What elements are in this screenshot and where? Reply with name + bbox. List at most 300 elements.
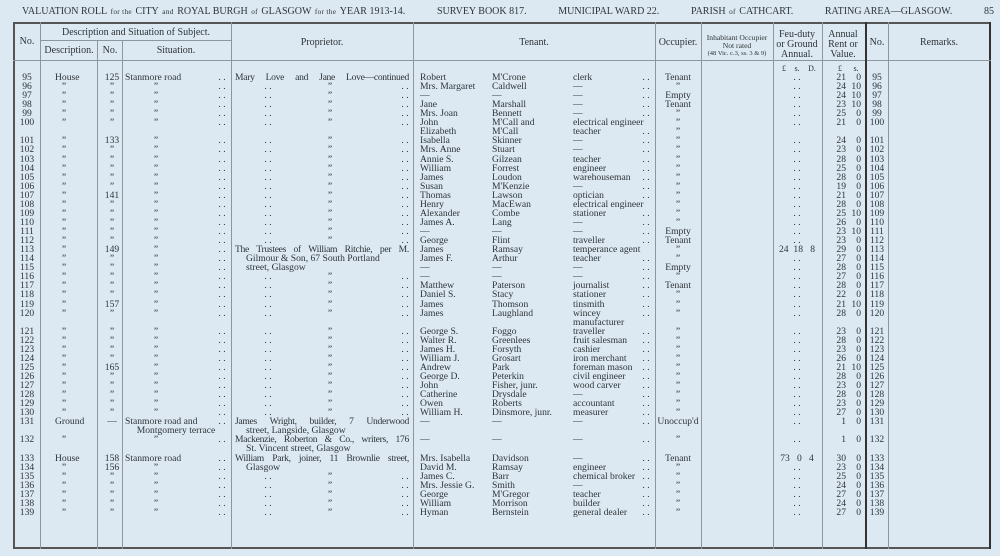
situation-ditto: ” — [153, 171, 159, 183]
proprietor-ditto: ” — [327, 280, 333, 292]
proprietor-dots: . . — [264, 307, 272, 319]
row-number: 108 — [19, 198, 35, 210]
rent-shillings: 0 — [856, 343, 861, 355]
tenant-surname: Dinsmore, junr. — [492, 407, 552, 419]
rent-pounds: 28 — [836, 307, 846, 319]
house-number-cell: ” — [109, 117, 115, 129]
description-cell: ” — [61, 108, 67, 120]
tenant-first-name: James H. — [420, 343, 456, 355]
row-number: 128 — [19, 389, 35, 401]
row-number: 138 — [19, 497, 35, 509]
description-cell: ” — [61, 235, 67, 247]
tenant-first-name: Susan — [420, 180, 443, 192]
tenant-surname: Foggo — [492, 325, 517, 337]
proprietor-ditto: ” — [327, 334, 333, 346]
tenant-surname: Roberts — [492, 398, 522, 410]
proprietor-ditto: ” — [327, 108, 333, 120]
row-number: 98 — [22, 99, 32, 111]
tenant-surname: Bernstein — [492, 506, 529, 518]
house-number-cell: ” — [109, 506, 115, 518]
tenant-occupation: builder — [573, 497, 601, 509]
feu-duty-cell: . . — [793, 416, 801, 428]
tenant-occupation: temperance agent — [573, 244, 641, 256]
row-number-right: 108 — [869, 198, 885, 210]
description-cell: ” — [61, 370, 67, 382]
proprietor-dots: . . — [264, 144, 272, 156]
situation-ditto: ” — [153, 144, 159, 156]
situation-dots: . . — [218, 144, 226, 156]
occupier-cell: ” — [675, 434, 681, 446]
feu-duty-cell: . . — [793, 72, 801, 83]
tenant-surname: — — [492, 271, 502, 283]
situation-ditto: ” — [153, 262, 159, 274]
rent-shillings: 0 — [856, 198, 861, 210]
row-number: 117 — [19, 280, 35, 292]
rent-shillings: 0 — [856, 72, 861, 83]
title-segment: for the — [314, 7, 337, 16]
row-number-right: 127 — [869, 380, 885, 392]
proprietor-dots: . . — [264, 352, 272, 364]
situation-ditto: ” — [153, 198, 159, 210]
occupier-cell: ” — [675, 207, 681, 219]
tenant-surname: Loudon — [492, 171, 522, 183]
title-segment: of — [251, 7, 258, 16]
feu-duty-cell: . . — [793, 479, 801, 491]
rent-shillings: 0 — [856, 470, 861, 482]
rent-pounds: 24 — [836, 81, 846, 93]
tenant-first-name: Annie S. — [420, 153, 454, 165]
house-number-cell: ” — [109, 370, 115, 382]
feu-duty-cell: . . — [793, 389, 801, 401]
rent-shillings: 0 — [856, 216, 861, 228]
occupier-cell: ” — [675, 198, 681, 210]
tenant-first-name: James — [420, 244, 444, 256]
proprietor-ditto: ” — [327, 216, 333, 228]
proprietor-ditto: ” — [327, 370, 333, 382]
proprietor-dots: . . — [401, 226, 409, 238]
house-number-cell: 133 — [104, 135, 120, 147]
rent-shillings: 0 — [856, 235, 861, 247]
proprietor-dots: . . — [264, 235, 272, 247]
tenant-dots: . . — [642, 334, 650, 346]
parish-label: PARISH — [690, 6, 726, 17]
row-number-right: 139 — [869, 506, 885, 518]
situation-dots: . . — [218, 280, 226, 292]
situation-dots: . . — [218, 153, 226, 165]
row-number-right: 98 — [872, 99, 882, 111]
tenant-first-name: James F. — [420, 253, 453, 265]
tenant-dots: . . — [642, 271, 650, 283]
situation-ditto: ” — [153, 370, 159, 382]
rent-unit-pounds: £ — [838, 64, 842, 73]
tenant-first-name: Matthew — [420, 280, 455, 292]
rent-pounds: 24 — [836, 479, 846, 491]
col-inhabitant-2: Not rated — [722, 41, 752, 50]
house-number-cell: ” — [109, 470, 115, 482]
tenant-first-name: James — [420, 307, 444, 319]
situation-ditto: ” — [153, 343, 159, 355]
occupier-cell: ” — [675, 244, 681, 256]
situation-ditto: ” — [153, 461, 159, 473]
occupier-cell: Tenant — [665, 235, 691, 247]
row-number-right: 133 — [869, 452, 885, 464]
rent-shillings: 0 — [856, 370, 861, 382]
row-number-right: 107 — [869, 189, 885, 201]
tenant-surname: MacEwan — [492, 198, 531, 210]
row-number-right: 120 — [869, 307, 885, 319]
rent-pounds: 28 — [836, 171, 846, 183]
tenant-dots: . . — [642, 144, 650, 156]
proprietor-ditto: ” — [327, 352, 333, 364]
tenant-first-name: Alexander — [420, 207, 460, 219]
situation-dots: . . — [218, 207, 226, 219]
title-segment: for the — [110, 7, 132, 16]
rent-shillings: 0 — [856, 135, 861, 147]
tenant-first-name: Elizabeth — [420, 126, 457, 138]
situation-ditto: ” — [153, 99, 159, 111]
rent-shillings: 0 — [856, 244, 861, 256]
occupier-cell: ” — [675, 253, 681, 265]
proprietor-cell: Mary Love and Jane Love—continued — [235, 73, 409, 82]
rent-shillings: 0 — [856, 434, 861, 446]
occupier-cell: ” — [675, 144, 681, 156]
situation-dots: . . — [218, 334, 226, 346]
proprietor-dots: . . — [264, 325, 272, 337]
row-number: 118 — [19, 289, 35, 301]
description-cell: ” — [61, 389, 67, 401]
proprietor-dots: . . — [264, 298, 272, 310]
situation-ditto: ” — [153, 253, 159, 265]
proprietor-dots: . . — [264, 370, 272, 382]
tenant-occupation: cashier — [573, 343, 601, 355]
occupier-cell: ” — [675, 180, 681, 192]
house-number-cell: ” — [109, 407, 115, 419]
tenant-occupation: — — [573, 108, 583, 120]
proprietor-ditto: ” — [327, 235, 333, 247]
situation-dots: . . — [218, 380, 226, 392]
description-cell: ” — [61, 262, 67, 274]
proprietor-dots: . . — [264, 407, 272, 419]
col-tenant: Tenant. — [519, 37, 549, 48]
row-number: 95 — [22, 72, 32, 83]
rent-pounds: 21 — [836, 189, 846, 201]
tenant-occupation: — — [573, 216, 583, 228]
tenant-first-name: — — [420, 90, 430, 102]
proprietor-dots: . . — [401, 298, 409, 310]
proprietor-dots: . . — [401, 135, 409, 147]
proprietor-ditto: ” — [327, 298, 333, 310]
house-number-cell: 157 — [104, 298, 120, 310]
row-number-right: 99 — [872, 108, 882, 120]
tenant-first-name: James C. — [420, 470, 455, 482]
description-cell: ” — [61, 135, 67, 147]
tenant-occupation: — — [573, 434, 583, 446]
tenant-occupation: manufacturer — [573, 316, 625, 328]
proprietor-cell: William Park, joiner, 11 Brownlie street, — [235, 453, 409, 463]
tenant-first-name: David M. — [420, 461, 457, 473]
proprietor-dots: . . — [264, 207, 272, 219]
proprietor-ditto: ” — [327, 307, 333, 319]
situation-dots: . . — [218, 370, 226, 382]
row-number: 114 — [19, 253, 35, 265]
proprietor-dots: . . — [264, 343, 272, 355]
tenant-dots: . . — [642, 189, 650, 201]
rent-pounds: 29 — [836, 244, 846, 256]
row-number-right: 132 — [869, 434, 885, 446]
feu-duty-cell: . . — [793, 226, 801, 238]
tenant-dots: . . — [642, 90, 650, 102]
col-inhabitant-3: (48 Vic. c.3, ss. 3 & 9) — [707, 50, 767, 57]
proprietor-ditto: ” — [327, 135, 333, 147]
rent-shillings: 0 — [856, 171, 861, 183]
tenant-surname: Bennett — [492, 108, 522, 120]
row-number-right: 106 — [869, 180, 885, 192]
tenant-occupation: accountant — [573, 398, 615, 410]
tenant-first-name: Thomas — [420, 189, 451, 201]
tenant-dots: . . — [642, 398, 650, 410]
rent-shillings: 0 — [856, 479, 861, 491]
proprietor-ditto: ” — [327, 470, 333, 482]
house-number-cell: ” — [109, 307, 115, 319]
proprietor-dots: . . — [264, 389, 272, 401]
rent-shillings: 0 — [856, 162, 861, 174]
tenant-occupation: civil engineer — [573, 370, 626, 382]
tenant-first-name: Walter R. — [420, 334, 457, 346]
occupier-cell: ” — [675, 461, 681, 473]
tenant-surname: — — [492, 434, 502, 446]
situation-dots: . . — [218, 506, 226, 518]
occupier-cell: ” — [675, 361, 681, 373]
tenant-first-name: James — [420, 171, 444, 183]
situation-dots: . . — [218, 235, 226, 247]
feu-duty-cell: . . — [793, 370, 801, 382]
description-cell: ” — [61, 216, 67, 228]
row-number-right: 113 — [869, 244, 885, 256]
situation-ditto: ” — [153, 180, 159, 192]
row-number-right: 115 — [869, 262, 885, 274]
tenant-occupation: engineer — [573, 461, 607, 473]
feu-duty-cell: . . — [793, 307, 801, 319]
tenant-dots: . . — [642, 416, 650, 428]
proprietor-dots: . . — [264, 506, 272, 518]
tenant-first-name: James — [420, 298, 444, 310]
proprietor-ditto: ” — [327, 271, 333, 283]
proprietor-dots: . . — [401, 334, 409, 346]
row-number: 99 — [22, 108, 32, 120]
tenant-surname: M'Gregor — [492, 488, 530, 500]
rent-pounds: 23 — [836, 380, 846, 392]
tenant-surname: Davidson — [492, 452, 529, 464]
tenant-occupation: traveller — [573, 235, 605, 247]
proprietor-dots: . . — [401, 325, 409, 337]
house-number-cell: ” — [109, 289, 115, 301]
tenant-occupation: — — [573, 271, 583, 283]
tenant-occupation: — — [573, 226, 583, 238]
situation-dots: . . — [218, 226, 226, 238]
tenant-dots: . . — [642, 289, 650, 301]
feu-duty-cell: . . — [793, 117, 801, 129]
feu-duty-cell: . . — [793, 262, 801, 274]
tenant-dots: . . — [642, 470, 650, 482]
tenant-dots: . . — [642, 298, 650, 310]
situation-ditto: ” — [153, 90, 159, 102]
row-number: 107 — [19, 189, 35, 201]
occupier-cell: ” — [675, 407, 681, 419]
row-number-right: 125 — [869, 361, 885, 373]
rent-shillings: 10 — [851, 298, 861, 310]
proprietor-ditto: ” — [327, 289, 333, 301]
row-number: 120 — [19, 307, 35, 319]
occupier-cell: ” — [675, 189, 681, 201]
row-number: 133 — [19, 452, 35, 464]
row-number-right: 119 — [869, 298, 885, 310]
col-house-no: No. — [102, 45, 118, 56]
rent-shillings: 0 — [856, 253, 861, 265]
situation-dots: . . — [218, 416, 226, 428]
row-number-right: 114 — [869, 253, 885, 265]
description-cell: ” — [61, 171, 67, 183]
proprietor-ditto: ” — [327, 398, 333, 410]
house-number-cell: ” — [109, 479, 115, 491]
description-cell: ” — [61, 180, 67, 192]
row-number-right: 112 — [869, 235, 885, 247]
tenant-occupation: journalist — [573, 280, 610, 292]
tenant-surname: M'Kenzie — [492, 180, 530, 192]
rent-pounds: 1 — [841, 434, 846, 446]
situation-ditto: ” — [153, 135, 159, 147]
row-number: 135 — [19, 470, 35, 482]
row-number: 106 — [19, 180, 35, 192]
proprietor-dots: . . — [401, 370, 409, 382]
feu-duty-cell: . . — [793, 198, 801, 210]
proprietor-cell: The Trustees of William Ritchie, per M. — [235, 245, 409, 255]
tenant-dots: . . — [642, 126, 650, 138]
tenant-first-name: William J. — [420, 352, 460, 364]
occupier-cell: ” — [675, 126, 681, 138]
tenant-first-name: Robert — [420, 72, 447, 83]
row-number-right: 100 — [869, 117, 885, 129]
proprietor-ditto: ” — [327, 99, 333, 111]
row-number: 111 — [20, 226, 34, 238]
occupier-cell: ” — [675, 334, 681, 346]
rent-pounds: 21 — [836, 298, 846, 310]
rent-shillings: 0 — [856, 334, 861, 346]
description-cell: ” — [61, 407, 67, 419]
occupier-cell: ” — [675, 171, 681, 183]
title-segment: YEAR 1913-14. — [339, 6, 406, 17]
tenant-surname: Park — [492, 361, 510, 373]
feu-duty-cell: . . — [793, 180, 801, 192]
feu-duty-cell: . . — [793, 253, 801, 265]
tenant-surname: Peterkin — [492, 370, 524, 382]
rent-shillings: 0 — [856, 189, 861, 201]
situation-cell: Stanmore road — [125, 452, 182, 464]
situation-dots: . . — [218, 452, 226, 464]
rent-pounds: 27 — [836, 488, 846, 500]
rent-shillings: 0 — [856, 280, 861, 292]
tenant-first-name: Mrs. Joan — [420, 108, 458, 120]
tenant-surname: Morrison — [492, 497, 528, 509]
tenant-occupation: teacher — [573, 153, 601, 165]
house-number-cell: — — [107, 416, 117, 428]
tenant-occupation: foreman mason — [573, 361, 633, 373]
tenant-dots: . . — [642, 226, 650, 238]
row-number-right: 135 — [869, 470, 885, 482]
row-number: 104 — [19, 162, 35, 174]
rent-pounds: 23 — [836, 99, 846, 111]
proprietor-dots: . . — [401, 280, 409, 292]
feu-duty-cell: . . — [793, 343, 801, 355]
feu-unit-pence: D. — [808, 64, 816, 73]
situation-ditto: ” — [153, 380, 159, 392]
situation-ditto: ” — [153, 289, 159, 301]
tenant-first-name: Mrs. Anne — [420, 144, 461, 156]
house-number-cell: ” — [109, 325, 115, 337]
proprietor-dots: . . — [401, 271, 409, 283]
row-number-right: 138 — [869, 497, 885, 509]
situation-dots: . . — [218, 398, 226, 410]
rent-shillings: 0 — [856, 289, 861, 301]
tenant-first-name: Catherine — [420, 389, 458, 401]
feu-duty-cell: . . — [793, 461, 801, 473]
tenant-occupation: — — [573, 90, 583, 102]
occupier-cell: ” — [675, 343, 681, 355]
house-number-cell: ” — [109, 81, 115, 93]
rent-shillings: 10 — [851, 361, 861, 373]
feu-duty-cell: . . — [793, 171, 801, 183]
rent-pounds: 30 — [836, 452, 846, 464]
proprietor-dots: . . — [401, 361, 409, 373]
proprietor-dots: . . — [264, 99, 272, 111]
proprietor-cell: James Wright, builder, 7 Underwood — [235, 417, 409, 427]
tenant-surname: Stuart — [492, 144, 515, 156]
occupier-cell: ” — [675, 135, 681, 147]
rent-pounds: 24 — [836, 497, 846, 509]
situation-ditto: ” — [153, 298, 159, 310]
house-number-cell: ” — [109, 380, 115, 392]
row-number: 105 — [19, 171, 35, 183]
rent-pounds: 22 — [836, 289, 846, 301]
proprietor-dots: . . — [264, 108, 272, 120]
feu-duty-cell: . . — [793, 216, 801, 228]
row-number-right: 129 — [869, 398, 885, 410]
situation-dots: . . — [218, 198, 226, 210]
situation-dots: . . — [218, 171, 226, 183]
proprietor-ditto: ” — [327, 389, 333, 401]
tenant-first-name: — — [420, 416, 430, 428]
rent-pounds: 28 — [836, 334, 846, 346]
feu-duty-cell: . . — [793, 235, 801, 247]
row-number: 103 — [19, 153, 35, 165]
situation-dots: . . — [218, 461, 226, 473]
tenant-surname: M'Call — [492, 126, 519, 138]
situation-dots: . . — [218, 189, 226, 201]
feu-duty-cell: . . — [793, 488, 801, 500]
tenant-dots: . . — [642, 434, 650, 446]
situation-dots: . . — [218, 216, 226, 228]
situation-ditto: ” — [153, 235, 159, 247]
proprietor-ditto: ” — [327, 380, 333, 392]
tenant-occupation: tinsmith — [573, 298, 605, 310]
row-number-right: 126 — [869, 370, 885, 382]
tenant-occupation: fruit salesman — [573, 334, 628, 346]
page-title — [22, 6, 994, 20]
row-number: 101 — [19, 135, 35, 147]
feu-duty-cell: . . — [793, 108, 801, 120]
row-number-right: 103 — [869, 153, 885, 165]
tenant-first-name: — — [420, 226, 430, 238]
proprietor-dots: . . — [264, 90, 272, 102]
